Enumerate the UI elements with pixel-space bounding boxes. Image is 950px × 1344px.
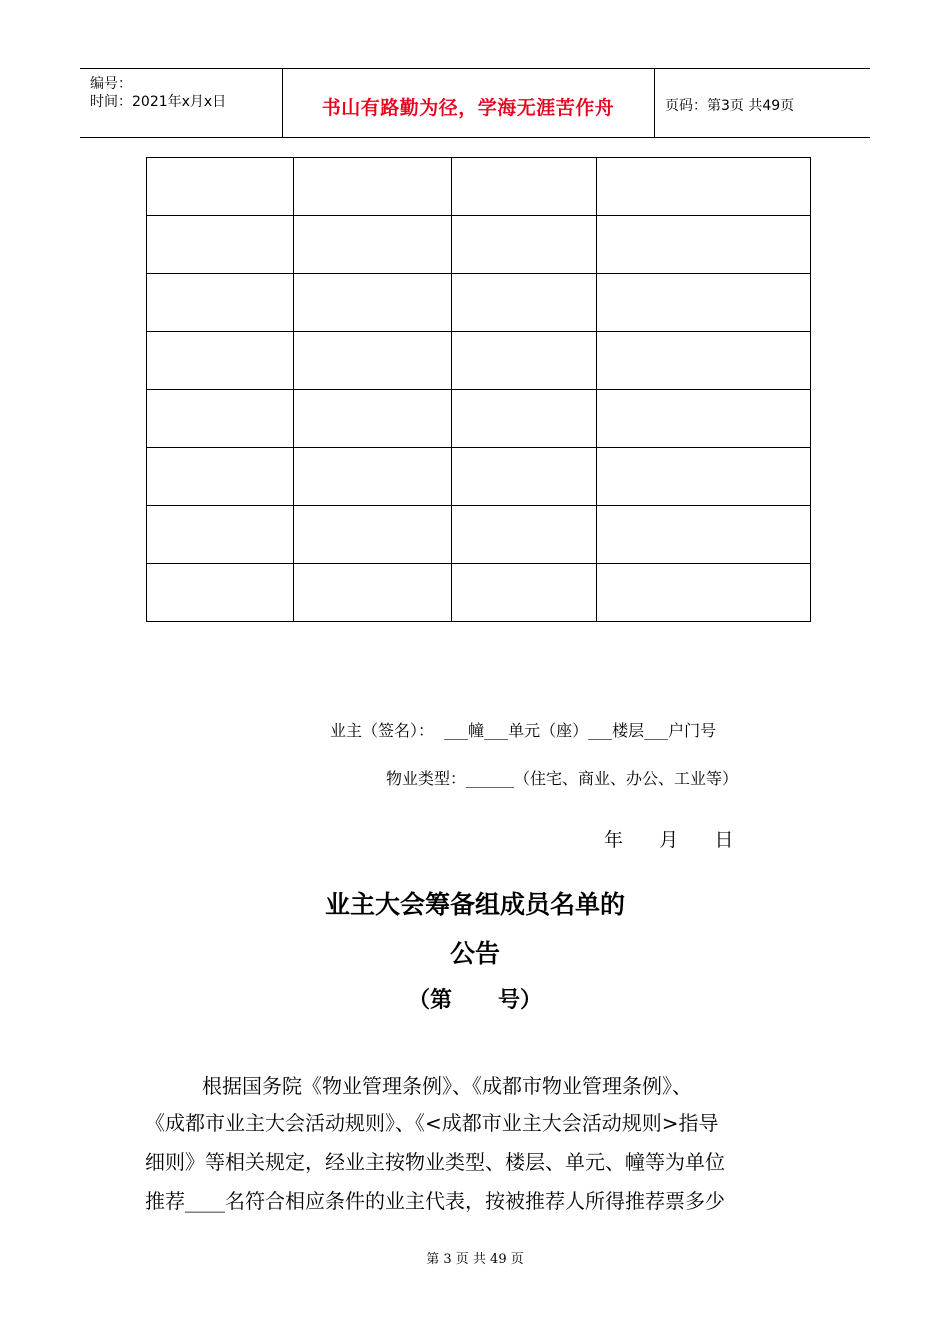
table-row (147, 448, 811, 506)
table-cell[interactable] (452, 564, 597, 622)
table-row (147, 332, 811, 390)
table-cell[interactable] (452, 274, 597, 332)
table-cell[interactable] (294, 506, 452, 564)
table-cell[interactable] (294, 390, 452, 448)
blank-form-table (146, 157, 811, 622)
table-cell[interactable] (147, 448, 294, 506)
table-cell[interactable] (294, 332, 452, 390)
table-cell[interactable] (147, 216, 294, 274)
header-page-cell (655, 69, 870, 137)
body-line-3: 细则》等相关规定，经业主按物业类型、楼层、单元、幢等为单位 (145, 1150, 725, 1174)
table-row (147, 390, 811, 448)
table-cell[interactable] (452, 390, 597, 448)
table-cell[interactable] (597, 274, 811, 332)
table-cell[interactable] (597, 448, 811, 506)
table-cell[interactable] (597, 332, 811, 390)
table-cell[interactable] (294, 216, 452, 274)
table-cell[interactable] (452, 216, 597, 274)
table-cell[interactable] (294, 274, 452, 332)
time-label: 时间：2021年x月x日 (90, 94, 227, 110)
table-cell[interactable] (597, 158, 811, 216)
header-meta (80, 69, 283, 137)
body-line-4: 推荐____名符合相应条件的业主代表，按被推荐人所得推荐票多少 (145, 1189, 725, 1213)
body-line-1: 根据国务院《物业管理条例》、《成都市物业管理条例》、 (202, 1074, 692, 1098)
owner-signature-line: 业主（签名）： ___幢___单元（座）___楼层___户门号 (330, 721, 717, 740)
header-motto-cell (282, 69, 655, 137)
table-cell[interactable] (452, 506, 597, 564)
body-line-2: 《成都市业主大会活动规则》、《<成都市业主大会活动规则>指导 (145, 1111, 719, 1135)
table-row (147, 564, 811, 622)
table-row (147, 274, 811, 332)
table-cell[interactable] (597, 506, 811, 564)
header-page-info: 页码：第3页 共49页 (665, 98, 795, 114)
notice-number: （第 号） (408, 988, 542, 1013)
notice-title-2: 公告 (449, 939, 500, 968)
notice-title: 业主大会筹备组成员名单的 (324, 890, 625, 919)
table-cell[interactable] (147, 390, 294, 448)
table-cell[interactable] (147, 158, 294, 216)
table-cell[interactable] (147, 274, 294, 332)
header-motto: 书山有路勤为径，学海无涯苦作舟 (321, 97, 615, 119)
page-footer: 第 3 页 共 49 页 (426, 1252, 524, 1267)
table-cell[interactable] (294, 448, 452, 506)
table-cell[interactable] (294, 158, 452, 216)
table-cell[interactable] (147, 332, 294, 390)
date-line: 年 月 日 (604, 829, 734, 851)
page-header (80, 68, 870, 138)
table-cell[interactable] (452, 332, 597, 390)
table-row (147, 216, 811, 274)
table-cell[interactable] (147, 564, 294, 622)
table-row (147, 506, 811, 564)
table-cell[interactable] (452, 448, 597, 506)
table-row (147, 158, 811, 216)
table-cell[interactable] (294, 564, 452, 622)
table-cell[interactable] (597, 390, 811, 448)
table-cell[interactable] (597, 216, 811, 274)
table-cell[interactable] (452, 158, 597, 216)
property-type-line: 物业类型：______（住宅、商业、办公、工业等） (386, 769, 739, 788)
number-label: 编号： (90, 76, 132, 92)
table-cell[interactable] (597, 564, 811, 622)
table-cell[interactable] (147, 506, 294, 564)
